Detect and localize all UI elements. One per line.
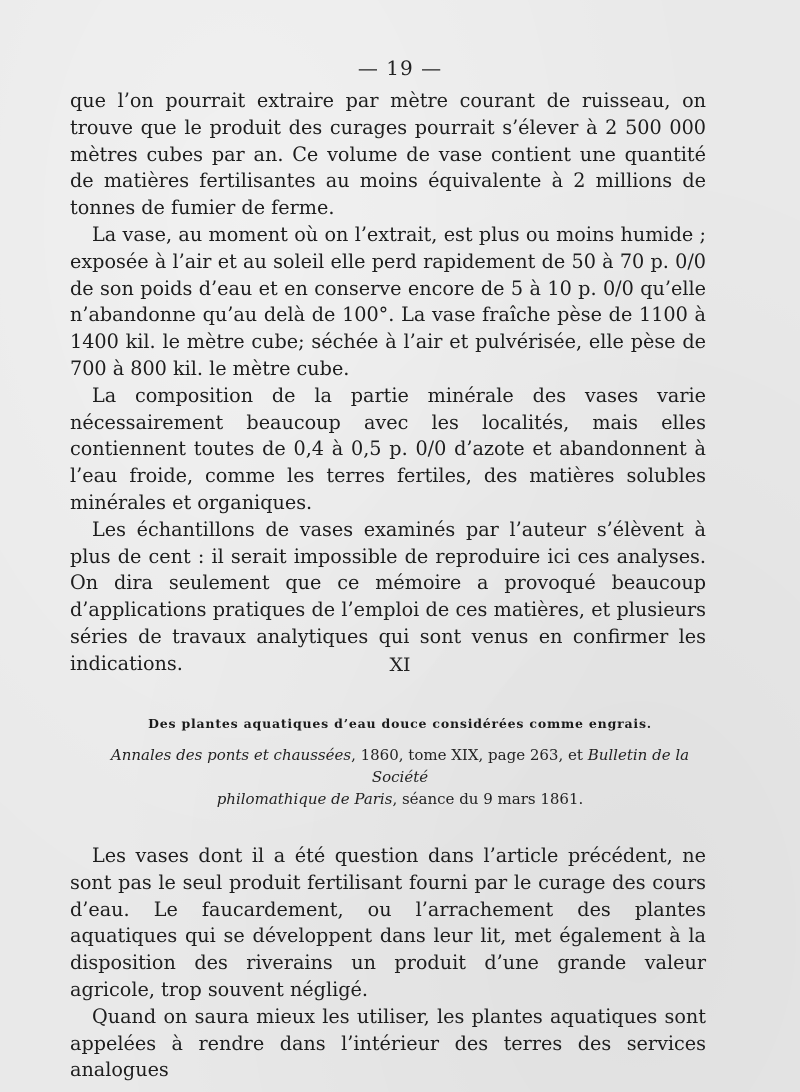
page-number: — 19 — — [357, 56, 443, 80]
paragraph-vase-samples: Les échantillons de vases examinés par l’auteur s’élèvent à plus de cent : il serait impossible de reproduire ici ces analyses. On dira seulement que ce mémoire a provoqué beaucoup d’applications pratiques de l’emploi de ces matières, et plusieurs séries de travaux analytiques qui sont venus en confirmer les indications. — [70, 517, 706, 675]
section-number: XI — [389, 654, 411, 676]
bottom-text-block — [70, 843, 706, 1084]
paragraph-vase-humidity: La vase, au moment où on l’extrait, est plus ou moins humide ; exposée à l’air et au soleil elle perd rapidement de 50 à 70 p. 0/0 de son poids d’eau et en conserve encore de 5 à 10 p. 0/0 qu’elle n’abandonne qu’au delà de 100°. La vase fraîche pèse de 1100 à 1400 kil. le mètre cube; séchée à l’air et pulvérisée, elle pèse de 700 à 800 kil. le mètre cube. — [70, 222, 706, 380]
top-text-block — [70, 88, 706, 678]
paragraph-aquatic-plants: Les vases dont il a été question dans l’article précédent, ne sont pas le seul produit fertilisant fourni par le curage des cours d’eau. Le faucardement, ou l’arrachement des plantes aquatiques qui se développent dans leur lit, met également à la disposition des riverains un produit d’une grande valeur agricole, trop souvent négligé. — [70, 844, 706, 1001]
citation-line-1 — [100, 744, 700, 788]
citation-details-1: , 1860, tome XIX, page 263, et — [351, 746, 588, 764]
paragraph-aquatic-plants-use: Quand on saura mieux les utiliser, les plantes aquatiques sont appelées à rendre dans l’intérieur des terres des services analogues — [70, 1004, 706, 1082]
section-title: Des plantes aquatiques d’eau douce considérées comme engrais. — [148, 716, 652, 731]
citation-details-2: , séance du 9 mars 1861. — [392, 790, 584, 808]
section-citation — [100, 744, 700, 810]
citation-journal-bulletin: Bulletin de la Société — [371, 746, 690, 786]
citation-line-2 — [100, 788, 700, 810]
citation-journal-annales: Annales des ponts et chaussées — [110, 746, 352, 764]
citation-journal-philomathique: philomathique de Paris — [216, 790, 393, 808]
paragraph-continuation: que l’on pourrait extraire par mètre courant de ruisseau, on trouve que le produit des curages pourrait s’élever à 2 500 000 mètres cubes par an. Ce volume de vase contient une quantité de matières fertilisantes au moins équivalente à 2 millions de tonnes de fumier de ferme. — [70, 89, 706, 220]
paragraph-vase-composition: La composition de la partie minérale des vases varie nécessairement beaucoup avec les localités, mais elles contiennent toutes de 0,4 à 0,5 p. 0/0 d’azote et abandonnent à l’eau froide, comme les terres fertiles, des matières solubles minérales et organiques. — [70, 383, 706, 514]
